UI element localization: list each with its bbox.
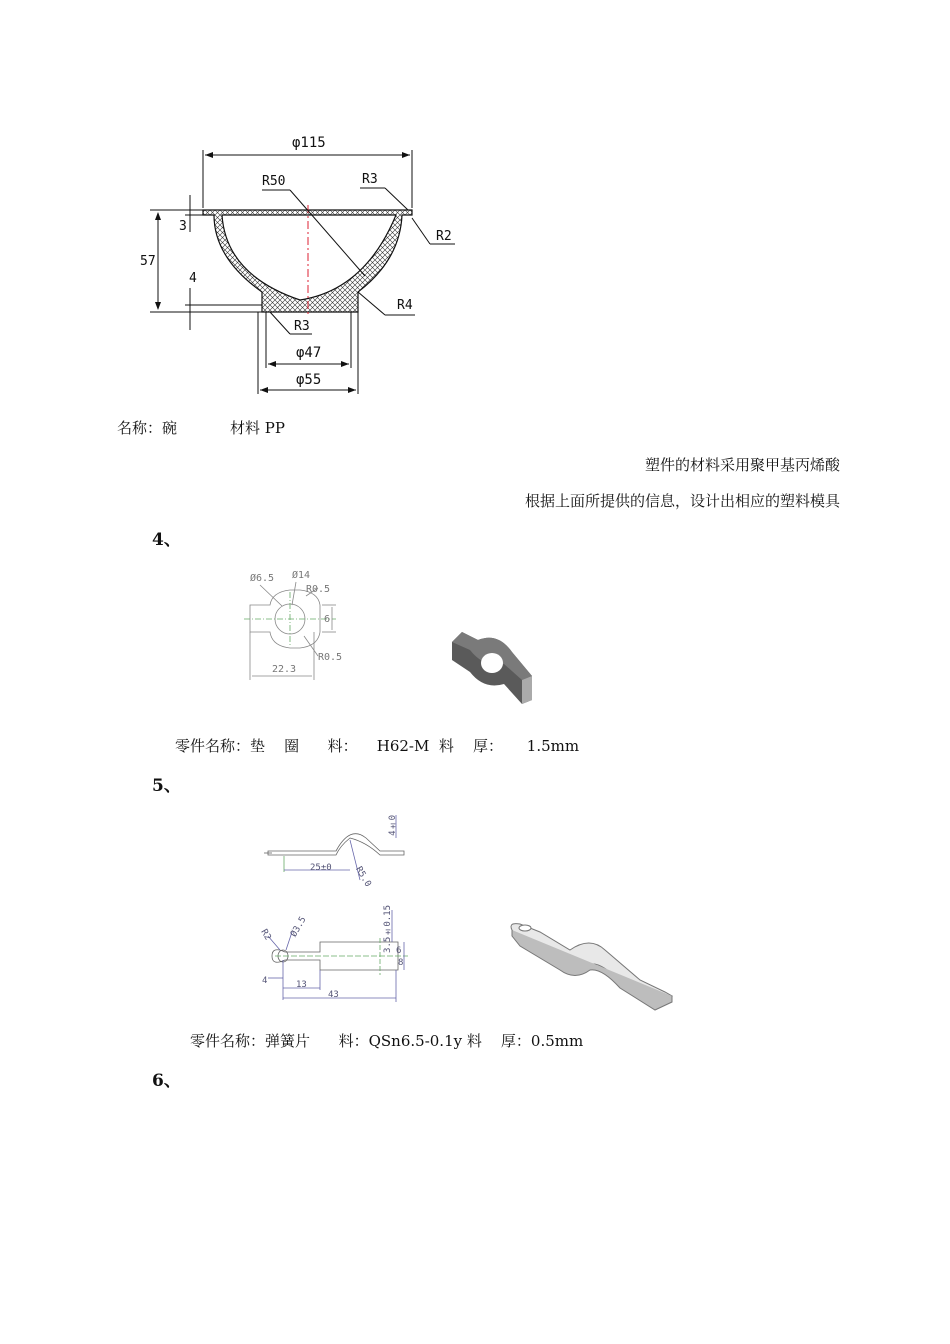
item5-number: 5、 — [152, 776, 181, 796]
dim-w4: 4 — [262, 976, 268, 986]
dim-d14: Ø14 — [292, 570, 311, 581]
dim-h57: 57 — [140, 254, 156, 269]
dim-l25-tol: 25±0 — [310, 863, 332, 873]
bowl-caption-name: 名称：碗 — [117, 419, 178, 437]
dim-r2: R2 — [258, 927, 273, 943]
dim-h6: 6 — [396, 946, 402, 956]
dim-r2: R2 — [436, 229, 452, 244]
bowl-caption-material: 材料 PP — [230, 419, 285, 437]
dim-r3-bottom: R3 — [294, 319, 310, 334]
dim-h3: 3 — [179, 219, 187, 234]
dim-d55: φ55 — [296, 372, 322, 388]
dim-h8: 8 — [398, 958, 404, 968]
dim-h4: 4 — [189, 271, 197, 286]
dim-d47: φ47 — [296, 345, 322, 361]
item4-number: 4、 — [152, 530, 181, 550]
dim-r3-top: R3 — [362, 172, 378, 187]
dim-r4: R4 — [397, 298, 413, 313]
dim-r05-b: R0.5 — [318, 652, 343, 663]
dim-l13: 13 — [296, 980, 307, 990]
dim-l43: 43 — [328, 990, 339, 1000]
note-line-1: 塑件的材料采用聚甲基丙烯酸 — [644, 456, 840, 474]
item4-caption: 零件名称：垫 圈 料： H62-M 料 厚： 1.5mm — [175, 737, 580, 755]
dim-r05-a: R0.5 — [306, 584, 331, 595]
dim-d115: φ115 — [292, 135, 326, 151]
item6-number: 6、 — [152, 1071, 181, 1091]
dim-h4-tol: 4±0 — [388, 815, 398, 836]
dim-w6: 6 — [324, 614, 331, 625]
dim-r50: R50 — [262, 174, 286, 189]
dim-d35: Ø3.5 — [289, 915, 309, 939]
dim-t35-tol: 3.5±0.15 — [383, 905, 393, 953]
dim-d65: Ø6.5 — [250, 573, 275, 584]
item5-caption: 零件名称：弹簧片 料：QSn6.5-0.1y 料 厚：0.5mm — [190, 1032, 584, 1050]
dim-l223: 22.3 — [272, 664, 297, 675]
spring-3d-view — [511, 924, 672, 1010]
note-line-2: 根据上面所提供的信息，设计出相应的塑料模具 — [524, 492, 840, 510]
dim-r5: R5.0 — [353, 865, 373, 889]
